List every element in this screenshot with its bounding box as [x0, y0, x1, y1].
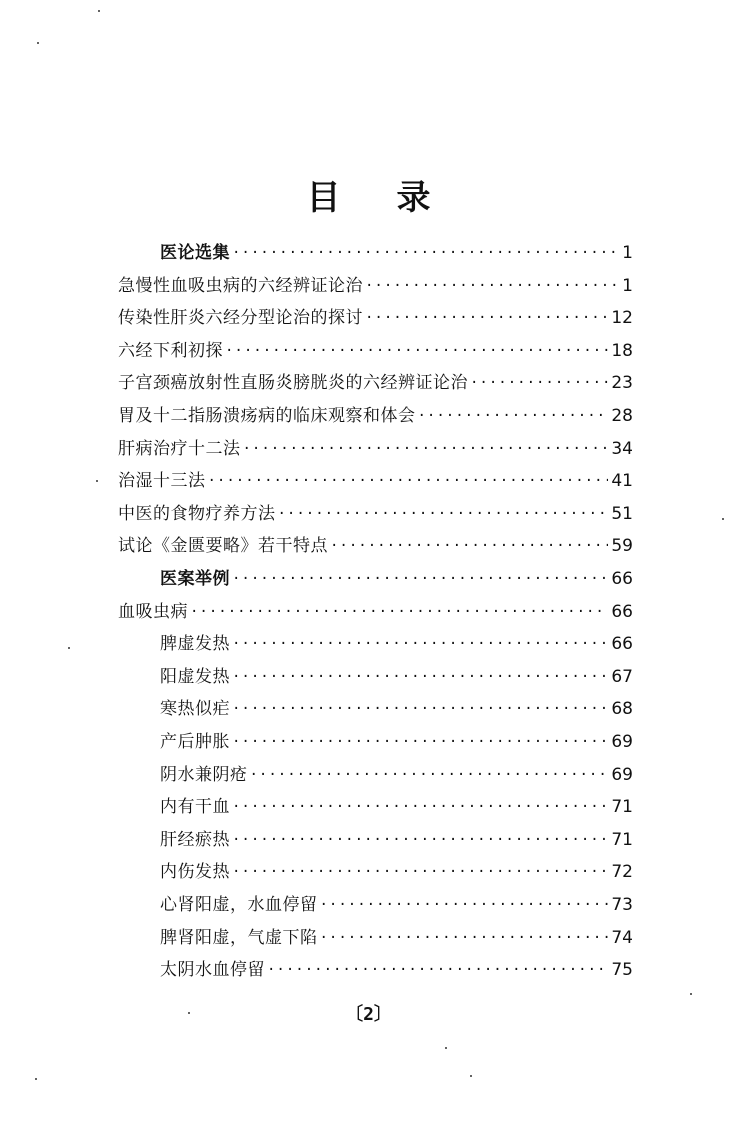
toc-entry[interactable]	[160, 658, 633, 688]
toc-entry-title: 血吸虫病	[118, 601, 188, 622]
toc-entry[interactable]	[160, 788, 633, 818]
toc-entry[interactable]	[160, 690, 633, 720]
toc-entry[interactable]	[118, 593, 633, 623]
dot-leader	[232, 829, 608, 851]
title-char-2: 录	[396, 178, 431, 218]
toc-entry[interactable]	[118, 332, 633, 362]
toc-page-number: 69	[611, 764, 633, 785]
dot-leader	[232, 666, 608, 688]
toc-entry-title: 传染性肝炎六经分型论治的探讨	[118, 308, 363, 329]
toc-entry[interactable]	[160, 723, 633, 753]
toc-entry[interactable]	[118, 299, 633, 329]
toc-entry-title: 脾虚发热	[160, 634, 230, 655]
toc-page-number: 1	[622, 243, 633, 263]
toc-entry[interactable]	[118, 430, 633, 460]
dot-leader	[250, 764, 609, 786]
toc-page-number: 59	[611, 536, 633, 557]
toc-page-number: 23	[611, 373, 633, 394]
toc-entry-title: 太阴水血停留	[160, 960, 265, 981]
toc-page-number: 71	[611, 797, 633, 818]
toc-page-number: 74	[611, 927, 633, 948]
toc-section[interactable]	[160, 560, 633, 590]
scan-speck	[722, 518, 724, 520]
scan-speck	[98, 10, 100, 12]
toc-page-number: 75	[611, 960, 633, 981]
toc-entry[interactable]	[160, 821, 633, 851]
scan-speck	[470, 1075, 472, 1077]
toc-entry-title: 治湿十三法	[118, 471, 206, 492]
toc-entry-title: 中医的食物疗养方法	[118, 503, 276, 524]
toc-page-number: 68	[611, 699, 633, 720]
toc-entry[interactable]	[118, 397, 633, 427]
page-number: 〔2〕	[345, 1004, 392, 1025]
toc-entry[interactable]	[160, 951, 633, 981]
toc-page-number: 72	[611, 862, 633, 883]
toc-entry[interactable]	[118, 527, 633, 557]
toc-page-number: 28	[611, 406, 633, 426]
toc-page-number: 71	[611, 829, 633, 850]
toc-section[interactable]	[160, 234, 633, 264]
toc-entry-title: 阳虚发热	[160, 666, 230, 687]
title-char-1: 目	[306, 178, 341, 218]
toc-entry[interactable]	[118, 267, 633, 297]
dot-leader	[320, 894, 609, 916]
scan-speck	[690, 993, 692, 995]
toc-entry-title: 肝经瘀热	[160, 829, 230, 850]
dot-leader	[232, 568, 608, 590]
dot-leader	[190, 601, 608, 623]
toc-page-number: 34	[611, 438, 633, 459]
toc-entry-title: 脾肾阳虚，气虚下陷	[160, 927, 318, 948]
toc-entry[interactable]	[118, 495, 633, 525]
scan-speck	[188, 1012, 190, 1014]
dot-leader	[232, 861, 608, 883]
dot-leader	[330, 535, 608, 557]
dot-leader	[365, 275, 619, 297]
toc-entry-title: 肝病治疗十二法	[118, 438, 241, 459]
dot-leader	[232, 242, 619, 264]
dot-leader	[418, 405, 609, 427]
toc-entry-title: 试论《金匮要略》若干特点	[118, 536, 328, 557]
toc-page-number: 51	[611, 503, 633, 524]
scan-speck	[37, 42, 39, 44]
scan-speck	[96, 480, 98, 482]
toc-entry-title: 阴水兼阴疮	[160, 764, 248, 785]
toc-page-number: 66	[611, 569, 633, 589]
toc-entry-title: 内伤发热	[160, 862, 230, 883]
toc-entry[interactable]	[160, 886, 633, 916]
dot-leader	[232, 796, 608, 818]
toc-page-number: 18	[611, 340, 633, 361]
page-title	[0, 170, 737, 219]
toc-page-number: 73	[611, 895, 633, 915]
toc-entry-title: 产后肿胀	[160, 732, 230, 752]
toc-page-number: 66	[611, 601, 633, 622]
toc-entry[interactable]	[118, 462, 633, 492]
dot-leader	[232, 731, 608, 753]
toc-page-number: 66	[611, 634, 633, 655]
toc-entry[interactable]	[160, 625, 633, 655]
dot-leader	[320, 927, 609, 949]
toc-entry-title: 六经下利初探	[118, 340, 223, 361]
toc-page-number: 1	[622, 275, 633, 296]
dot-leader	[232, 698, 608, 720]
toc-entry-title: 心肾阳虚，水血停留	[160, 895, 318, 915]
dot-leader	[470, 372, 608, 394]
scan-speck	[68, 647, 70, 649]
dot-leader	[243, 438, 609, 460]
toc-page-number: 67	[611, 666, 633, 687]
toc-page-number: 69	[611, 732, 633, 752]
toc-entry-title: 医案举例	[160, 569, 230, 589]
toc-entry[interactable]	[160, 756, 633, 786]
toc-entry-title: 内有干血	[160, 797, 230, 818]
scan-speck	[35, 1078, 37, 1080]
dot-leader	[365, 307, 608, 329]
toc-entry[interactable]	[118, 364, 633, 394]
dot-leader	[225, 340, 608, 362]
toc-page-number: 12	[611, 308, 633, 329]
dot-leader	[267, 959, 608, 981]
toc-entry[interactable]	[160, 919, 633, 949]
toc-page-number: 41	[611, 471, 633, 492]
dot-leader	[232, 633, 608, 655]
scan-speck	[445, 1047, 447, 1049]
toc-entry[interactable]	[160, 853, 633, 883]
toc-entry-title: 医论选集	[160, 243, 230, 263]
dot-leader	[278, 503, 609, 525]
toc-entry-title: 子宫颈癌放射性直肠炎膀胱炎的六经辨证论治	[118, 373, 468, 394]
toc-entry-title: 寒热似疟	[160, 699, 230, 720]
dot-leader	[208, 470, 609, 492]
toc-entry-title: 胃及十二指肠溃疡病的临床观察和体会	[118, 406, 416, 426]
toc-entry-title: 急慢性血吸虫病的六经辨证论治	[118, 275, 363, 296]
